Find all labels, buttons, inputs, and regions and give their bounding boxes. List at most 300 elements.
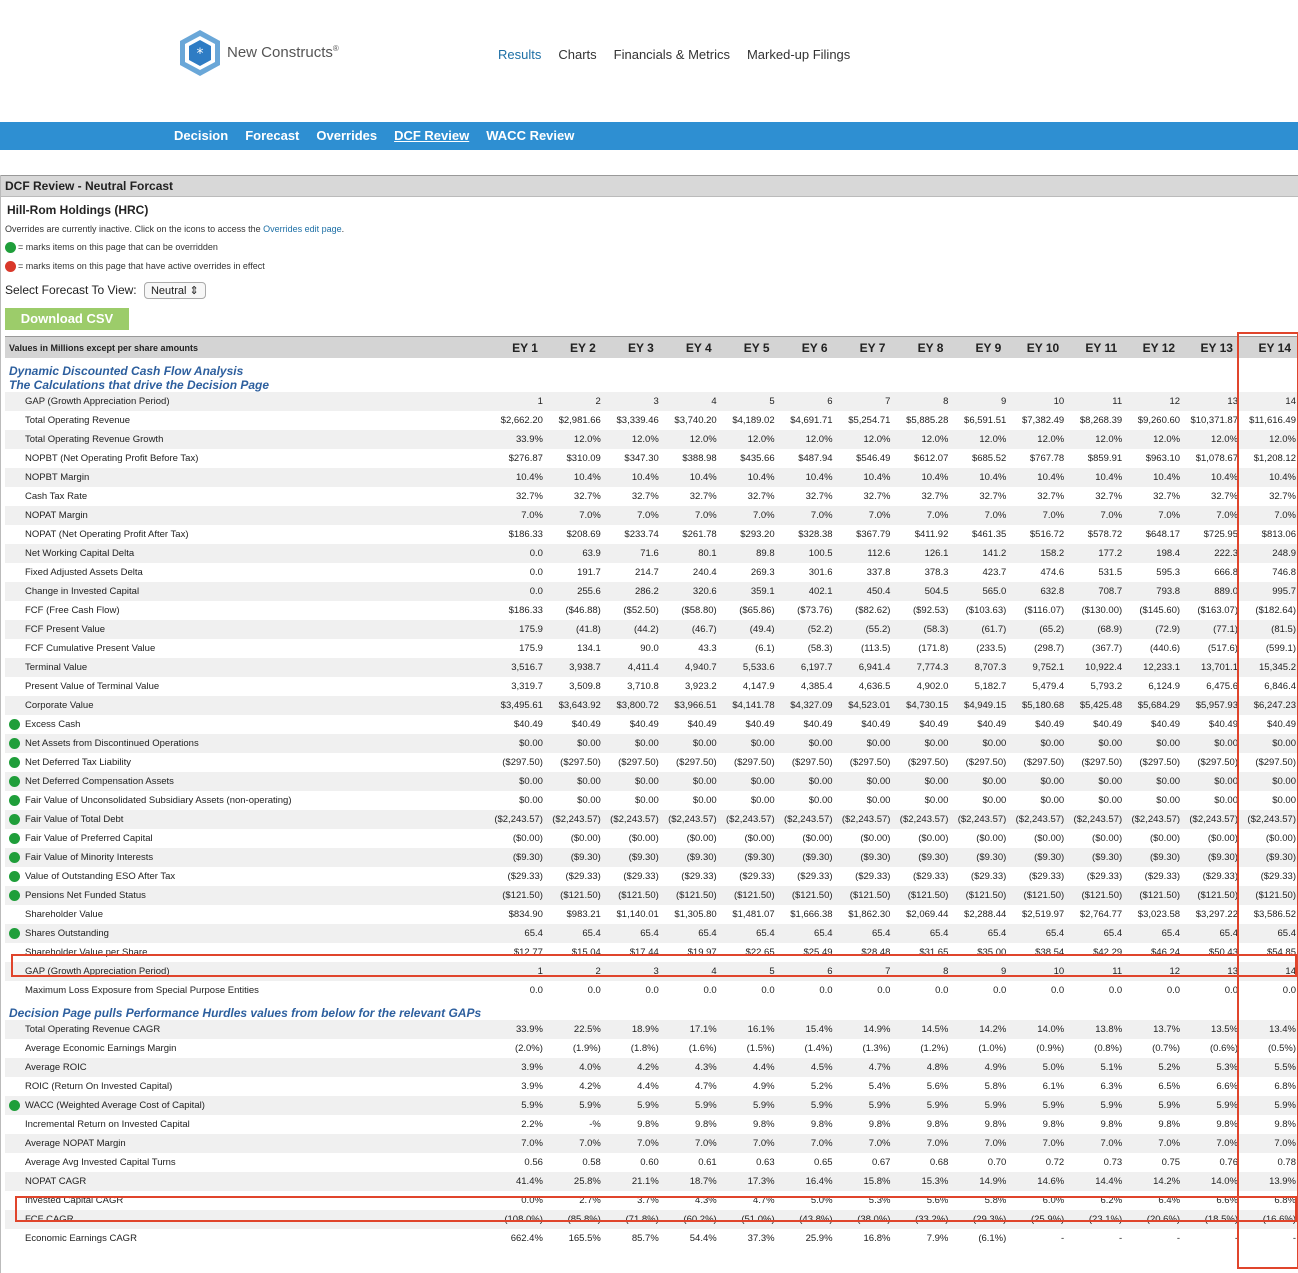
table-cell: 9.8% — [810, 1119, 833, 1130]
table-cell: 12.0% — [1007, 430, 1065, 449]
download-csv-button[interactable]: Download CSV — [5, 308, 129, 330]
table-cell: 158.2 — [1007, 544, 1065, 563]
table-cell: ($145.60) — [1139, 605, 1181, 616]
table-row — [5, 810, 1297, 829]
table-cell: $261.78 — [682, 529, 717, 540]
nav-financials-metrics[interactable]: Financials & Metrics — [613, 47, 730, 62]
table-cell: $388.98 — [682, 453, 717, 464]
table-row — [5, 487, 1297, 506]
table-cell: 5.9% — [718, 1096, 776, 1115]
table-cell: ($29.33) — [1028, 871, 1065, 882]
table-cell: 5.2% — [810, 1081, 833, 1092]
table-cell: $22.65 — [745, 947, 775, 958]
table-cell: ($0.00) — [686, 833, 717, 844]
table-row — [5, 1210, 1297, 1229]
table-cell: 10.4% — [1065, 468, 1123, 487]
table-cell: 0.70 — [987, 1157, 1007, 1168]
table-cell: 13.4% — [1239, 1020, 1297, 1039]
table-cell: 7.0% — [1123, 506, 1181, 525]
table-cell: 12.0% — [1181, 430, 1239, 449]
column-header-ey3: EY 3 — [602, 337, 660, 359]
table-cell: $0.00 — [949, 772, 1007, 791]
table-cell: ($9.30) — [602, 848, 660, 867]
table-cell: ($9.30) — [718, 848, 776, 867]
table-cell: (599.1) — [1265, 643, 1296, 654]
table-cell: 3,319.7 — [511, 681, 543, 692]
table-cell: ($29.33) — [1086, 871, 1123, 882]
table-cell: - — [1061, 1233, 1065, 1244]
table-cell: $328.38 — [798, 529, 833, 540]
table-cell: 7.0% — [544, 1134, 602, 1153]
table-cell: $28.48 — [861, 947, 891, 958]
table-cell: (0.8%) — [1094, 1043, 1123, 1054]
table-cell: ($65.86) — [739, 605, 775, 616]
table-cell: 10.4% — [776, 468, 834, 487]
table-cell: (367.7) — [1092, 643, 1123, 654]
table-cell: $1,140.01 — [616, 909, 659, 920]
subnav-overrides[interactable]: Overrides — [316, 128, 378, 143]
table-cell: 5.9% — [1123, 1096, 1181, 1115]
table-cell: $411.92 — [914, 529, 949, 540]
table-row — [5, 1172, 1297, 1191]
top-navigation — [498, 47, 850, 62]
table-cell: ($182.64) — [1255, 605, 1296, 616]
table-cell: 6.6% — [1216, 1081, 1238, 1092]
table-cell: 0.68 — [929, 1157, 949, 1168]
table-cell: 90.0 — [640, 643, 659, 654]
table-cell: ($9.30) — [891, 848, 949, 867]
row-label-text: Fair Value of Total Debt — [25, 814, 124, 825]
forecast-select[interactable]: Neutral ⇕ — [144, 282, 206, 299]
table-cell: 15.3% — [891, 1172, 949, 1191]
table-cell: $3,800.72 — [602, 696, 660, 715]
table-cell: 10.4% — [660, 468, 718, 487]
table-cell: $0.00 — [1214, 795, 1238, 806]
table-cell: (61.7) — [949, 620, 1007, 639]
row-label-text: Shareholder Value — [25, 909, 103, 920]
row-label — [5, 791, 486, 810]
table-cell: $31.65 — [919, 947, 949, 958]
table-cell: $0.00 — [1272, 795, 1296, 806]
table-cell: 2.2% — [521, 1119, 543, 1130]
table-row — [5, 1229, 1297, 1248]
table-cell: (44.2) — [602, 620, 660, 639]
table-cell: $5,425.48 — [1065, 696, 1123, 715]
table-cell: ($29.33) — [565, 871, 601, 882]
table-cell: 14.9% — [834, 1020, 892, 1039]
table-cell: $461.35 — [971, 529, 1007, 540]
row-label-text: NOPAT CAGR — [25, 1176, 87, 1187]
table-cell: $347.30 — [624, 453, 659, 464]
table-cell: 8,707.3 — [949, 658, 1007, 677]
row-label-text: Total Operating Revenue — [25, 415, 131, 426]
table-cell: 13 — [1181, 962, 1239, 981]
row-label-text: Total Operating Revenue Growth — [25, 434, 164, 445]
row-label-text: GAP (Growth Appreciation Period) — [25, 966, 170, 977]
table-cell: 37.3% — [747, 1233, 775, 1244]
table-cell: $40.49 — [861, 719, 891, 730]
table-cell: ($0.00) — [918, 833, 949, 844]
row-label — [5, 848, 486, 867]
red-check-icon — [5, 261, 16, 272]
table-row — [5, 582, 1297, 601]
table-cell: 4.9% — [752, 1081, 775, 1092]
table-cell: 6,846.4 — [1264, 681, 1296, 692]
table-cell: (55.2) — [834, 620, 892, 639]
table-cell: 65.4 — [660, 924, 718, 943]
table-row — [5, 639, 1297, 658]
table-cell: ($2,243.57) — [891, 810, 949, 829]
table-cell: 65.4 — [949, 924, 1007, 943]
column-header-ey11: EY 11 — [1065, 337, 1123, 359]
table-cell: ($121.50) — [718, 886, 776, 905]
row-label — [5, 411, 486, 430]
table-cell: (46.7) — [660, 620, 718, 639]
table-cell: 54.4% — [689, 1233, 717, 1244]
new-constructs-logo-icon[interactable] — [178, 28, 222, 78]
table-cell: 5.9% — [486, 1096, 544, 1115]
table-cell: 9.8% — [1158, 1119, 1181, 1130]
table-cell: ($0.00) — [860, 833, 891, 844]
row-label — [5, 924, 486, 943]
row-label-text: WACC (Weighted Average Cost of Capital) — [25, 1100, 205, 1111]
table-cell: 5,182.7 — [974, 681, 1007, 692]
row-label-text: GAP (Growth Appreciation Period) — [25, 396, 170, 407]
row-label-text: Total Operating Revenue CAGR — [25, 1024, 161, 1035]
table-cell: $2,519.97 — [1021, 909, 1065, 920]
override-green-dot-icon[interactable] — [9, 757, 20, 768]
table-row — [5, 1153, 1297, 1172]
nav-results[interactable]: Results — [498, 47, 542, 62]
table-cell: 7.0% — [660, 506, 718, 525]
table-cell: $0.00 — [808, 795, 833, 806]
table-cell: $0.00 — [544, 734, 602, 753]
table-cell: $2,764.77 — [1079, 909, 1123, 920]
overrides-edit-link[interactable]: Overrides edit page — [263, 224, 342, 234]
table-row — [5, 544, 1297, 563]
table-cell: 43.3 — [698, 643, 717, 654]
row-label — [5, 753, 486, 772]
row-label-text: Economic Earnings CAGR — [25, 1233, 137, 1244]
table-cell: 7.0% — [1007, 1134, 1065, 1153]
row-label-text: Present Value of Terminal Value — [25, 681, 160, 692]
subnav-wacc-review[interactable]: WACC Review — [486, 128, 575, 143]
table-row — [5, 696, 1297, 715]
table-cell: 0.0 — [1166, 985, 1181, 996]
override-green-dot-icon[interactable] — [9, 852, 20, 863]
subnav-dcf-review[interactable]: DCF Review — [394, 128, 470, 143]
table-cell: 65.4 — [718, 924, 776, 943]
override-green-dot-icon[interactable] — [9, 795, 20, 806]
row-label — [5, 1191, 486, 1210]
forecast-selector: Select Forecast To View: Neutral ⇕ — [5, 282, 206, 299]
table-cell: $40.49 — [1035, 719, 1065, 730]
table-cell: 286.2 — [602, 582, 660, 601]
table-cell: 7.0% — [949, 506, 1007, 525]
table-cell: 7.0% — [949, 1134, 1007, 1153]
table-cell: 32.7% — [1037, 491, 1065, 502]
table-cell: 3,516.7 — [486, 658, 544, 677]
brand-name[interactable]: New Constructs® — [227, 44, 339, 61]
row-label — [5, 392, 486, 411]
table-cell: 17.1% — [660, 1020, 718, 1039]
table-cell: ($297.50) — [849, 757, 891, 768]
table-cell: ($9.30) — [660, 848, 718, 867]
row-label-text: Fixed Adjusted Assets Delta — [25, 567, 143, 578]
subnav-forecast[interactable]: Forecast — [245, 128, 300, 143]
table-cell: $0.00 — [1007, 772, 1065, 791]
table-cell: ($297.50) — [965, 757, 1007, 768]
table-cell: $15.04 — [571, 947, 601, 958]
table-cell: ($116.07) — [1024, 605, 1065, 616]
table-cell: 214.7 — [634, 567, 659, 578]
table-cell: $17.44 — [629, 947, 659, 958]
row-label — [5, 1229, 486, 1248]
table-cell: $0.00 — [1123, 772, 1181, 791]
table-cell: $5,254.71 — [848, 415, 891, 426]
column-header-ey1: EY 1 — [486, 337, 544, 359]
table-cell: 10 — [1007, 392, 1065, 411]
row-label-text: Incremental Return on Invested Capital — [25, 1119, 190, 1130]
table-cell: 222.3 — [1181, 544, 1239, 563]
table-row — [5, 506, 1297, 525]
table-cell: 7.0% — [834, 1134, 892, 1153]
row-label — [5, 430, 486, 449]
table-cell: 0.72 — [1045, 1157, 1065, 1168]
override-green-dot-icon[interactable] — [9, 890, 20, 901]
table-cell: 4 — [660, 962, 718, 981]
table-cell: 402.1 — [776, 582, 834, 601]
table-cell: 65.4 — [834, 924, 892, 943]
table-cell: 5.9% — [776, 1096, 834, 1115]
row-label-text: Average Economic Earnings Margin — [25, 1043, 177, 1054]
override-green-dot-icon[interactable] — [9, 928, 20, 939]
table-cell: 9.8% — [1100, 1119, 1123, 1130]
table-cell: $0.00 — [891, 772, 949, 791]
nav-charts[interactable]: Charts — [558, 47, 597, 62]
table-cell: ($297.50) — [676, 757, 717, 768]
table-cell: 14.0% — [1007, 1020, 1065, 1039]
table-cell: $310.09 — [566, 453, 601, 464]
row-label — [5, 734, 486, 753]
table-cell: 0.67 — [871, 1157, 891, 1168]
table-cell: (18.5%) — [1181, 1210, 1239, 1229]
table-cell: (298.7) — [1034, 643, 1065, 654]
table-cell: ($0.00) — [802, 833, 833, 844]
table-cell: 4.7% — [695, 1081, 717, 1092]
table-cell: 33.9% — [486, 430, 544, 449]
table-cell: 0.0 — [1224, 985, 1238, 996]
override-green-dot-icon[interactable] — [9, 833, 20, 844]
override-green-dot-icon[interactable] — [9, 871, 20, 882]
row-label-text: Shares Outstanding — [25, 928, 109, 939]
row-label — [5, 905, 486, 924]
table-cell: $0.00 — [982, 795, 1007, 806]
table-cell: $859.91 — [1087, 453, 1123, 464]
table-cell: 21.1% — [602, 1172, 660, 1191]
table-cell: 7 — [834, 392, 892, 411]
table-cell: 32.7% — [921, 491, 949, 502]
table-cell: 16.4% — [776, 1172, 834, 1191]
table-cell: 5.3% — [1181, 1058, 1239, 1077]
table-cell: $1,305.80 — [674, 909, 717, 920]
table-cell: $578.72 — [1087, 529, 1123, 540]
table-cell: (6.1%) — [978, 1233, 1007, 1244]
row-label-text: Average ROIC — [25, 1062, 87, 1073]
table-cell: 134.1 — [577, 643, 601, 654]
table-cell: (1.4%) — [804, 1043, 833, 1054]
nav-marked-up-filings[interactable]: Marked-up Filings — [746, 47, 851, 62]
row-label — [5, 601, 486, 620]
table-cell: $1,862.30 — [848, 909, 891, 920]
override-green-dot-icon[interactable] — [9, 814, 20, 825]
table-cell: 0.65 — [814, 1157, 833, 1168]
table-cell: 5.8% — [984, 1081, 1007, 1092]
table-cell: (20.6%) — [1123, 1210, 1181, 1229]
table-cell: $725.95 — [1203, 529, 1238, 540]
table-cell: $7,382.49 — [1021, 415, 1065, 426]
table-row — [5, 525, 1297, 544]
table-cell: (108.0%) — [486, 1210, 544, 1229]
company-name: Hill-Rom Holdings (HRC) — [7, 203, 149, 217]
table-row — [5, 981, 1297, 1000]
table-cell: 10 — [1007, 962, 1065, 981]
column-header-ey14: EY 14 — [1239, 337, 1297, 359]
table-cell: 15,345.2 — [1239, 658, 1297, 677]
row-label — [5, 449, 486, 468]
table-row — [5, 772, 1297, 791]
table-cell: $0.00 — [834, 772, 892, 791]
table-cell: $6,591.51 — [964, 415, 1007, 426]
table-cell: ($297.50) — [1255, 757, 1296, 768]
table-cell: $50.43 — [1208, 947, 1238, 958]
table-cell: $0.00 — [602, 772, 660, 791]
table-cell: $40.49 — [1151, 719, 1181, 730]
table-cell: 269.3 — [750, 567, 775, 578]
table-cell: 10.4% — [949, 468, 1007, 487]
table-cell: 9 — [949, 962, 1007, 981]
table-cell: 0.0 — [819, 985, 833, 996]
column-header-ey13: EY 13 — [1181, 337, 1239, 359]
table-cell: ($9.30) — [949, 848, 1007, 867]
table-cell: $40.49 — [1093, 719, 1123, 730]
table-cell: ($2,243.57) — [1181, 810, 1239, 829]
table-cell: ($9.30) — [544, 848, 602, 867]
table-cell: ($29.33) — [1144, 871, 1181, 882]
row-label — [5, 772, 486, 791]
table-cell: 65.4 — [1007, 924, 1065, 943]
table-cell: 191.7 — [577, 567, 601, 578]
table-cell: 25.8% — [544, 1172, 602, 1191]
table-cell: 4,940.7 — [660, 658, 718, 677]
table-cell: (0.9%) — [1036, 1043, 1065, 1054]
table-cell: 11 — [1065, 392, 1123, 411]
table-cell: $276.87 — [508, 453, 543, 464]
table-row — [5, 1096, 1297, 1115]
table-cell: $1,666.38 — [790, 909, 833, 920]
table-cell: 5.1% — [1065, 1058, 1123, 1077]
table-cell: ($121.50) — [891, 886, 949, 905]
table-row — [5, 715, 1297, 734]
override-green-dot-icon[interactable] — [9, 776, 20, 787]
table-cell: 41.4% — [486, 1172, 544, 1191]
table-cell: 11 — [1065, 962, 1123, 981]
table-cell: 7,774.3 — [891, 658, 949, 677]
table-cell: (49.4) — [718, 620, 776, 639]
table-cell: ($103.63) — [965, 605, 1007, 616]
table-cell: 0.0 — [587, 985, 601, 996]
table-cell: 7.0% — [1239, 1134, 1297, 1153]
table-cell: ($46.88) — [565, 605, 601, 616]
row-label — [5, 1096, 486, 1115]
section-heading — [5, 1000, 1297, 1020]
table-cell: 10.4% — [544, 468, 602, 487]
table-cell: (0.6%) — [1210, 1043, 1238, 1054]
table-cell: 9.8% — [1216, 1119, 1238, 1130]
row-label — [5, 715, 486, 734]
table-cell: 0.0 — [877, 985, 891, 996]
table-cell: $25.49 — [803, 947, 833, 958]
table-cell: $5,957.93 — [1181, 696, 1239, 715]
table-cell: $0.00 — [1156, 795, 1181, 806]
override-green-dot-icon[interactable] — [9, 1100, 20, 1111]
row-label-text: Terminal Value — [25, 662, 88, 673]
table-cell: $0.00 — [692, 795, 717, 806]
table-cell: 5.3% — [868, 1195, 891, 1206]
table-cell: 12,233.1 — [1123, 658, 1181, 677]
table-cell: 378.3 — [924, 567, 949, 578]
table-cell: $0.00 — [634, 795, 659, 806]
table-cell: 4.3% — [660, 1058, 718, 1077]
override-green-dot-icon[interactable] — [9, 719, 20, 730]
table-cell: ($2,243.57) — [544, 810, 602, 829]
table-cell: 5.2% — [1123, 1058, 1181, 1077]
table-cell: 5.9% — [660, 1096, 718, 1115]
table-cell: 4,385.4 — [800, 681, 833, 692]
table-cell: $40.49 — [1208, 719, 1238, 730]
table-cell: ($297.50) — [502, 757, 543, 768]
table-cell: 4 — [660, 392, 718, 411]
table-cell: $12.77 — [513, 947, 543, 958]
override-green-dot-icon[interactable] — [9, 738, 20, 749]
table-cell: 7.0% — [834, 506, 892, 525]
table-cell: 15.8% — [834, 1172, 892, 1191]
column-header-ey10: EY 10 — [1007, 337, 1065, 359]
table-cell: 10.4% — [1181, 468, 1239, 487]
table-cell: 5.6% — [926, 1081, 949, 1092]
table-cell: 3,938.7 — [544, 658, 602, 677]
table-cell: 10.4% — [1007, 468, 1065, 487]
table-cell: 359.1 — [718, 582, 776, 601]
table-cell: 0.0 — [486, 544, 544, 563]
table-cell: $0.00 — [1181, 734, 1239, 753]
table-cell: $963.10 — [1145, 453, 1181, 464]
table-cell: ($2,243.57) — [1239, 810, 1297, 829]
table-cell: 198.4 — [1123, 544, 1181, 563]
table-cell: 320.6 — [660, 582, 718, 601]
table-row — [5, 620, 1297, 639]
table-cell: $5,180.68 — [1007, 696, 1065, 715]
table-cell: (233.5) — [976, 643, 1007, 654]
table-cell: 4.7% — [752, 1195, 775, 1206]
table-cell: ($121.50) — [1181, 886, 1239, 905]
table-cell: $0.00 — [660, 734, 718, 753]
subnav-decision[interactable]: Decision — [174, 128, 229, 143]
table-cell: 10.4% — [834, 468, 892, 487]
table-cell: 12 — [1123, 962, 1181, 981]
table-row — [5, 1058, 1297, 1077]
table-cell: $0.00 — [1098, 795, 1123, 806]
